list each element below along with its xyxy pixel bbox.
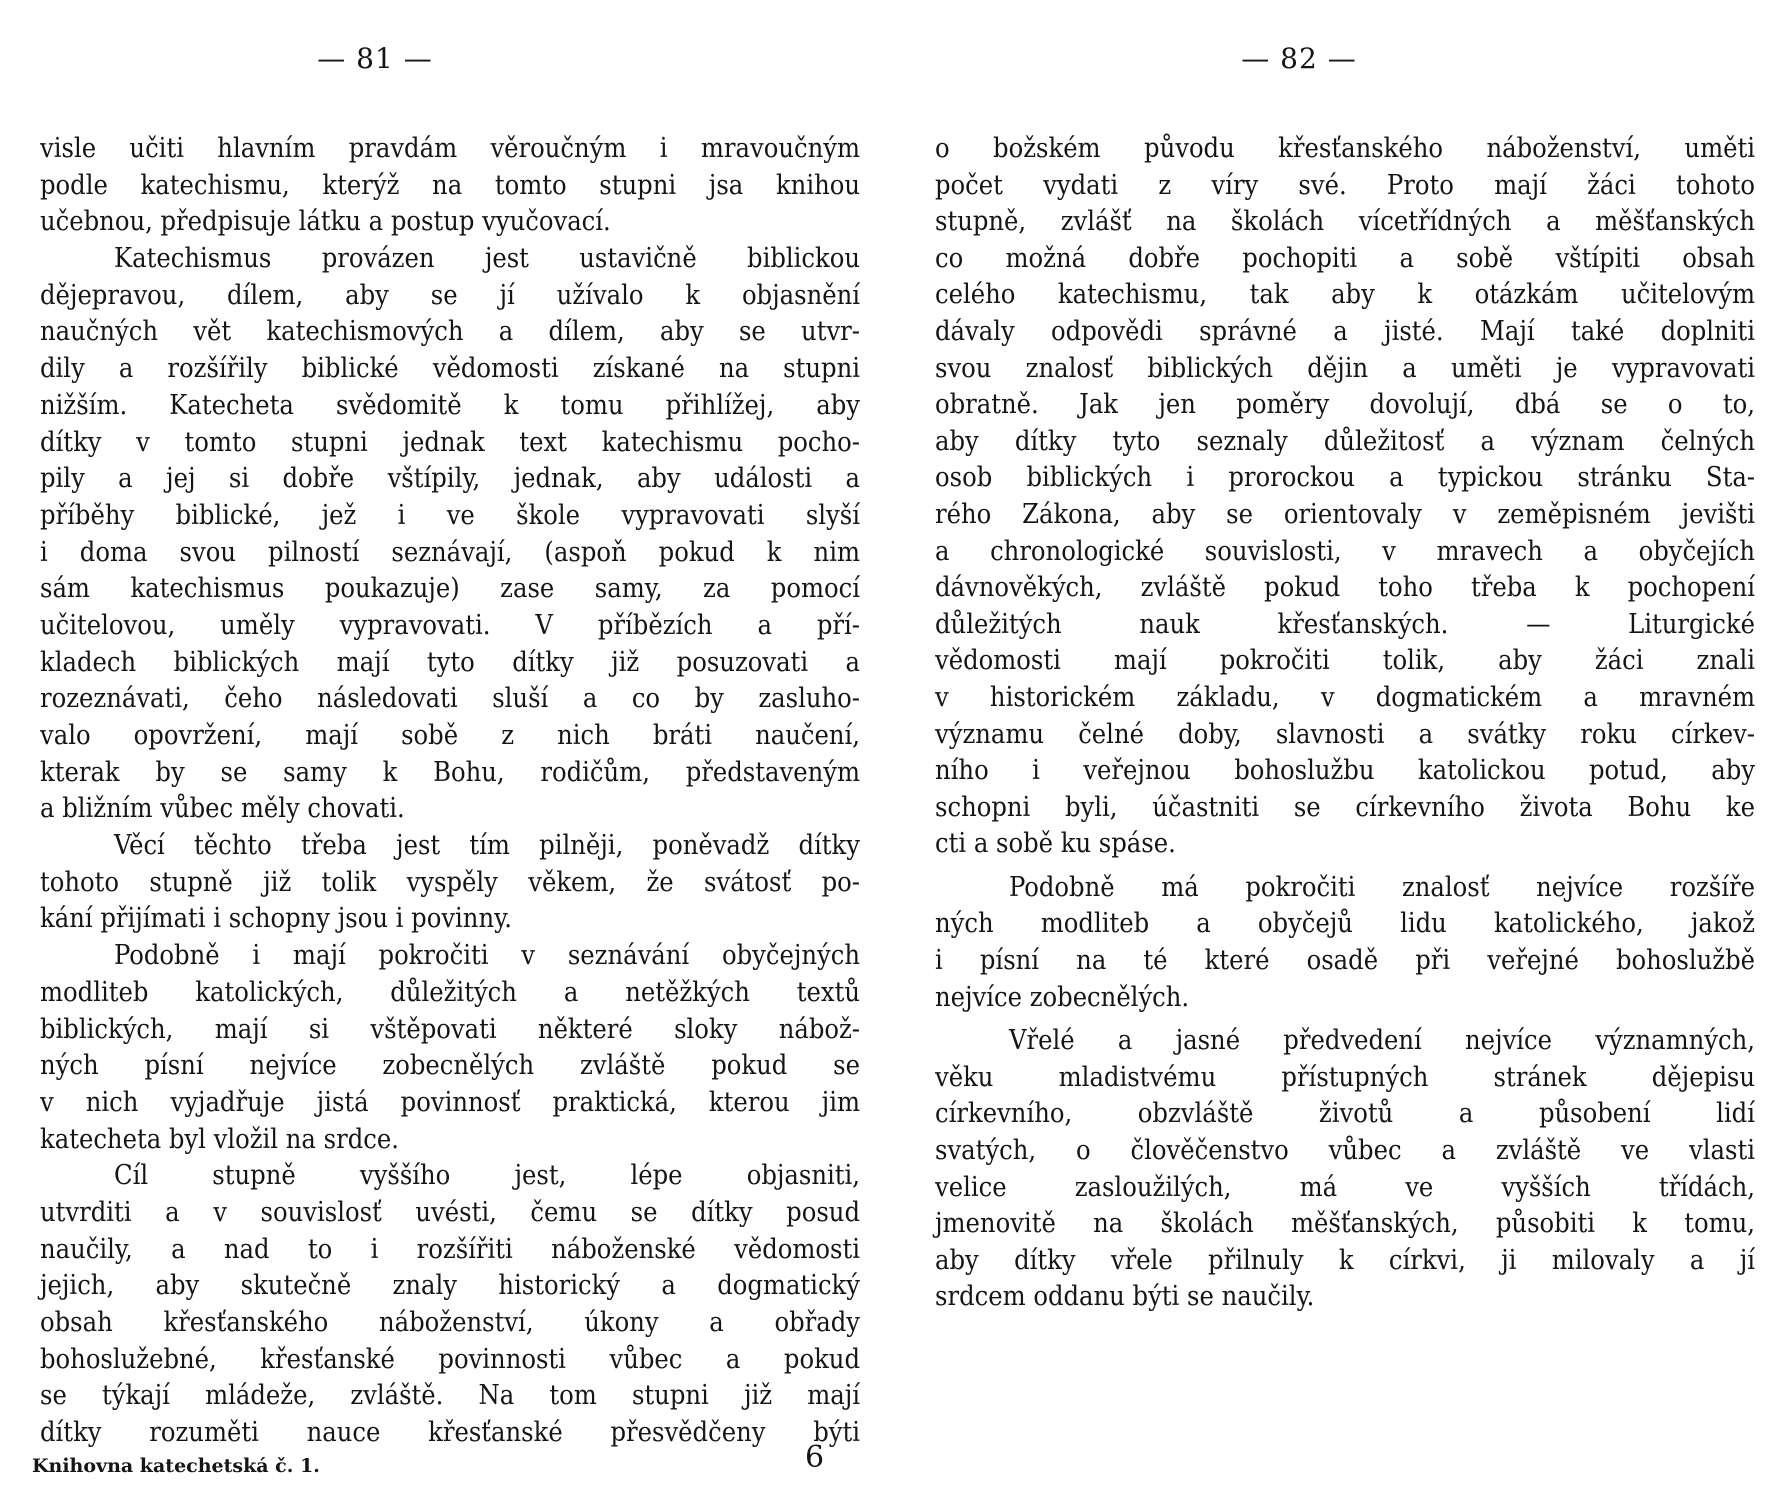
text-line: tohoto stupně již tolik vyspěly věkem, že svátosť po- — [40, 866, 860, 898]
text-line: Podobně i mají pokročiti v seznávání obyčejných — [114, 940, 860, 972]
text-line: stupně, zvlášť na školách vícetřídných a měšťanských — [935, 206, 1755, 238]
text-line: důležitých nauk křesťanských. — Liturgické — [935, 608, 1755, 640]
text-line: utvrditi a v souvislosť uvésti, čemu se dítky posud — [40, 1196, 860, 1228]
page-body — [935, 131, 1755, 1316]
text-line: podle katechismu, kterýž na tomto stupni jsa knihou — [40, 169, 860, 201]
text-line: naučných vět katechismových a dílem, aby se utvr- — [40, 316, 860, 348]
right-page — [935, 0, 1755, 1500]
text-line: Věcí těchto třeba jest tím pilněji, poněvadž dítky — [114, 830, 860, 862]
left-page — [40, 0, 860, 1500]
text-line: ního i veřejnou bohoslužbu katolickou potud, aby — [935, 755, 1755, 787]
text-line: se týkají mládeže, zvláště. Na tom stupni již mají — [40, 1380, 860, 1412]
text-line: dávnověkých, zvláště pokud toho třeba k pochopení — [935, 572, 1755, 604]
text-line: pily a jej si dobře vštípily, jednak, aby události a — [40, 463, 860, 495]
text-line: dítky v tomto stupni jednak text katechismu pocho- — [40, 426, 860, 458]
text-line: nižším. Katecheta svědomitě k tomu přihlížej, aby — [40, 389, 860, 421]
text-line: i písní na té které osadě při veřejné bohoslužbě — [935, 945, 1755, 977]
text-line: schopni byli, účastniti se církevního života Bohu ke — [935, 791, 1755, 823]
text-line: srdcem oddanu býti se naučily. — [935, 1281, 1315, 1313]
text-line: velice zasloužilých, má ve vyšších třídách, — [935, 1171, 1755, 1203]
text-line: Podobně má pokročiti znalosť nejvíce rozšíře — [1009, 871, 1755, 903]
text-line: osob biblických i prorockou a typickou stránku Sta- — [935, 462, 1755, 494]
text-line: o božském původu křesťanského náboženství, uměti — [935, 133, 1755, 164]
text-line: rého Zákona, aby se orientovaly v zeměpisném jevišti — [935, 498, 1755, 530]
text-line: cti a sobě ku spáse. — [935, 828, 1176, 860]
text-line: celého katechismu, tak aby k otázkám učitelovým — [935, 279, 1755, 311]
text-line: dítky rozuměti nauce křesťanské přesvědčeny býti — [40, 1417, 860, 1449]
text-line: kterak by se samy k Bohu, rodičům, představeným — [40, 756, 860, 788]
signature-mark: 6 — [805, 1440, 825, 1475]
text-line: aby dítky vřele přilnuly k církvi, ji milovaly a jí — [935, 1244, 1755, 1276]
text-line: dávaly odpovědi správné a jisté. Mají také doplniti — [935, 315, 1755, 347]
footer-title: Knihovna katechetská č. 1. — [32, 1455, 320, 1477]
text-line: sám katechismus poukazuje) zase samy, za pomocí — [40, 573, 860, 605]
text-line: obsah křesťanského náboženství, úkony a obřady — [40, 1307, 860, 1338]
text-line: významu čelné doby, slavnosti a svátky roku církev- — [935, 718, 1755, 750]
text-line: a bližním vůbec měly chovati. — [40, 793, 405, 825]
text-line: modliteb katolických, důležitých a netěžkých textů — [40, 976, 860, 1008]
text-line: Katechismus provázen jest ustavičně biblickou — [114, 243, 860, 275]
text-line: ných modliteb a obyčejů lidu katolického, jakož — [935, 908, 1755, 940]
text-line: dějepravou, dílem, aby se jí užívalo k objasnění — [40, 279, 860, 311]
text-line: svatých, o člověčenstvo vůbec a zvláště ve vlasti — [935, 1135, 1755, 1167]
text-line: nejvíce zobecnělých. — [935, 981, 1190, 1013]
text-line: i doma svou pilností seznávají, (aspoň pokud k nim — [40, 536, 860, 568]
text-line: bohoslužebné, křesťanské povinnosti vůbec a pokud — [40, 1343, 860, 1375]
text-line: biblických, mají si vštěpovati některé sloky nábož- — [40, 1013, 860, 1045]
text-line: jejich, aby skutečně znaly historický a dogmatický — [40, 1270, 860, 1302]
text-line: počet vydati z víry své. Proto mají žáci tohoto — [935, 169, 1755, 201]
text-line: kladech biblických mají tyto dítky již posuzovati a — [40, 646, 860, 678]
page-number: — 81 — — [317, 42, 433, 75]
text-line: aby dítky tyto seznaly důležitosť a význam čelných — [935, 425, 1755, 457]
text-line: v historickém základu, v dogmatickém a mravném — [935, 681, 1755, 713]
text-line: kání přijímati i schopny jsou i povinny. — [40, 903, 512, 935]
text-line: svou znalosť biblických dějin a uměti je vypravovati — [935, 352, 1755, 384]
text-line: visle učiti hlavním pravdám věroučným i mravoučným — [40, 133, 860, 164]
text-line: rozeznávati, čeho následovati sluší a co by zasluho- — [40, 683, 860, 715]
text-line: církevního, obzvláště životů a působení lidí — [935, 1098, 1755, 1130]
text-line: v nich vyjadřuje jistá povinnosť praktická, kterou jim — [40, 1086, 860, 1118]
page-number: — 82 — — [1241, 42, 1357, 75]
text-line: příběhy biblické, jež i ve škole vypravovati slyší — [40, 499, 860, 531]
text-line: vědomosti mají pokročiti tolik, aby žáci znali — [935, 645, 1755, 677]
text-line: dily a rozšířily biblické vědomosti získané na stupni — [40, 353, 860, 385]
text-line: katecheta byl vložil na srdce. — [40, 1123, 399, 1155]
text-line: ných písní nejvíce zobecnělých zvláště pokud se — [40, 1050, 860, 1082]
page-body — [40, 131, 860, 1452]
text-line: učitelovou, uměly vypravovati. V příbězích a pří- — [40, 609, 860, 641]
text-line: co možná dobře pochopiti a sobě vštípiti obsah — [935, 242, 1755, 274]
text-line: věku mladistvému přístupných stránek dějepisu — [935, 1061, 1755, 1093]
text-line: učebnou, předpisuje látku a postup vyučovací. — [40, 206, 611, 238]
text-line: valo opovržení, mají sobě z nich bráti naučení, — [40, 720, 860, 751]
text-line: a chronologické souvislosti, v mravech a obyčejích — [935, 535, 1755, 567]
text-line: naučily, a nad to i rozšířiti náboženské vědomosti — [40, 1233, 860, 1265]
text-line: Cíl stupně vyššího jest, lépe objasniti, — [114, 1160, 860, 1192]
text-line: Vřelé a jasné předvedení nejvíce významných, — [1009, 1025, 1755, 1057]
text-line: obratně. Jak jen poměry dovolují, dbá se o to, — [935, 389, 1755, 421]
text-line: jmenovitě na školách měšťanských, působiti k tomu, — [935, 1208, 1755, 1240]
